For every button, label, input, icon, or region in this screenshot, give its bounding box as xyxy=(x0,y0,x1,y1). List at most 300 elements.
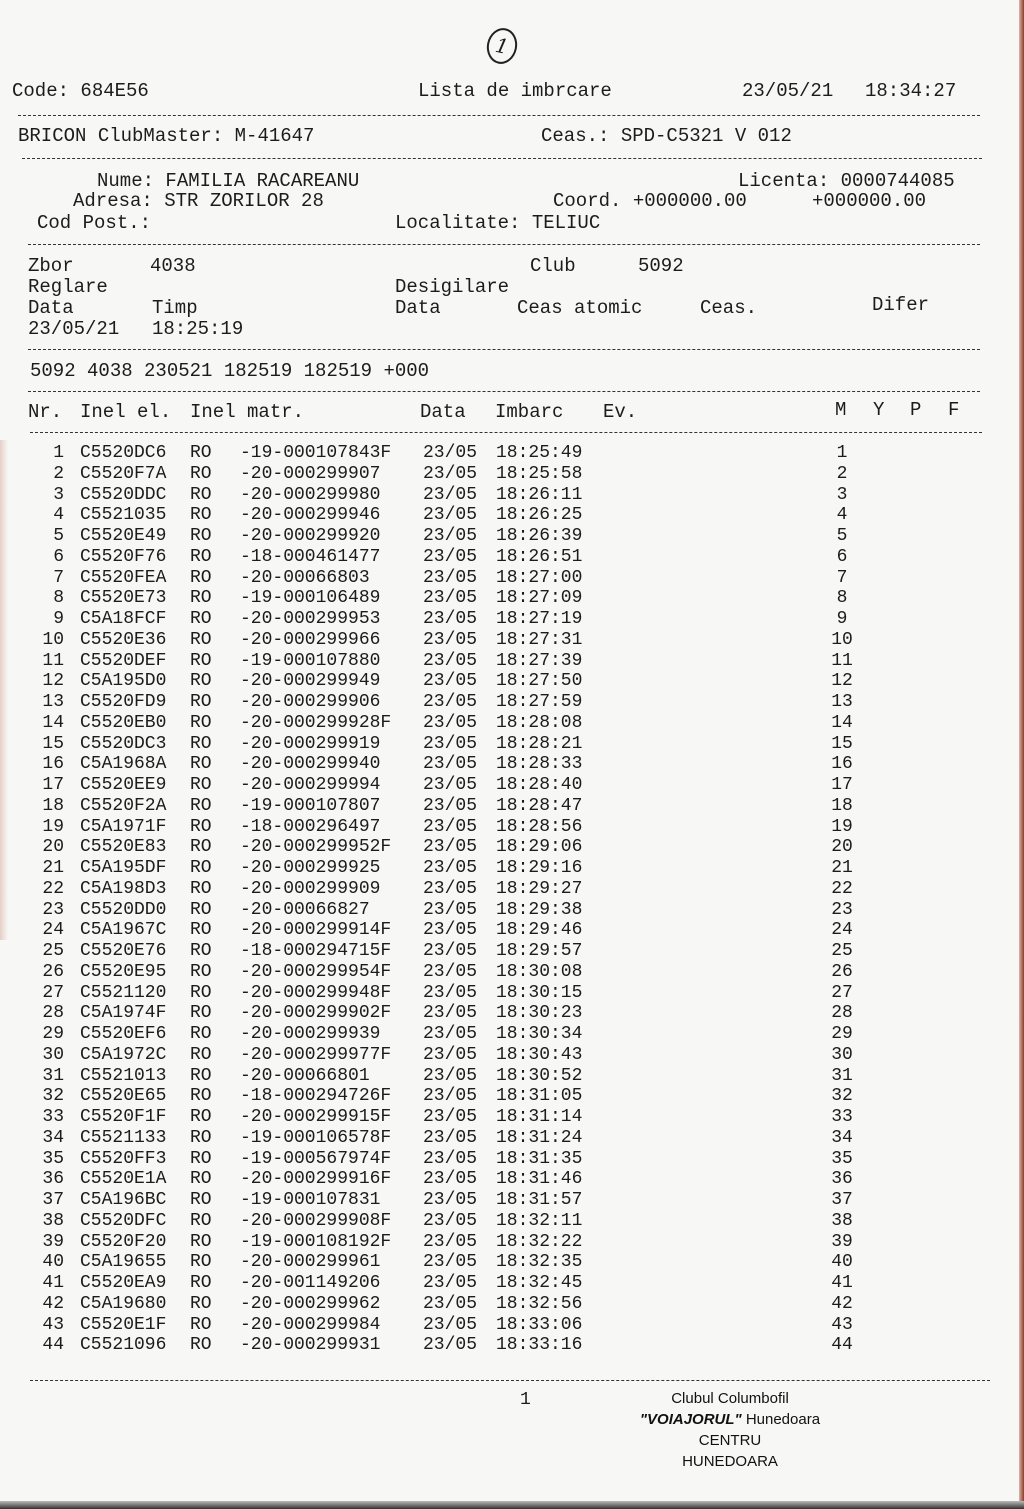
row-m: 9 xyxy=(836,609,848,629)
row-ring-electronic: C5520E73 xyxy=(80,588,167,609)
table-row xyxy=(0,1003,900,1024)
row-date: 23/05 xyxy=(423,546,478,567)
table-row xyxy=(0,1024,900,1045)
row-m: 30 xyxy=(831,1044,853,1065)
row-basket-time: 18:30:52 xyxy=(496,1065,583,1086)
row-m: 32 xyxy=(831,1086,853,1107)
row-basket-time: 18:29:57 xyxy=(496,941,583,961)
row-basket-time: 18:26:11 xyxy=(496,484,583,505)
table-row xyxy=(0,837,900,858)
row-country: RO xyxy=(190,505,212,526)
row-basket-time: 18:29:38 xyxy=(496,899,583,920)
row-nr: 25 xyxy=(42,941,64,961)
row-ring-number: -20-00066803 xyxy=(240,567,370,588)
row-m: 22 xyxy=(831,878,853,899)
row-basket-time: 18:28:56 xyxy=(496,816,583,837)
row-basket-time: 18:29:06 xyxy=(496,837,583,858)
row-nr: 12 xyxy=(42,671,64,692)
row-basket-time: 18:32:56 xyxy=(496,1293,583,1314)
table-row xyxy=(0,464,900,485)
divider xyxy=(28,244,980,245)
document-title: Lista de imbrcare xyxy=(418,80,612,102)
row-ring-electronic: C5520F76 xyxy=(80,546,167,567)
page-bottom-shadow xyxy=(0,1501,1024,1509)
row-nr: 23 xyxy=(42,899,64,920)
row-nr: 13 xyxy=(42,692,64,712)
row-nr: 17 xyxy=(42,775,64,795)
row-ring-number: -19-000106578F xyxy=(240,1127,392,1148)
row-date: 23/05 xyxy=(423,463,478,484)
address: Adresa: STR ZORILOR 28 xyxy=(73,190,324,212)
row-ring-electronic: C5520E76 xyxy=(80,941,167,961)
row-ring-electronic: C5520F1F xyxy=(80,1107,167,1127)
row-nr: 21 xyxy=(42,858,64,878)
row-m: 41 xyxy=(831,1273,853,1293)
divider xyxy=(22,158,982,159)
row-ring-number: -20-000299925 xyxy=(240,858,381,878)
row-basket-time: 18:26:25 xyxy=(496,505,583,526)
locality: Localitate: TELIUC xyxy=(395,212,601,234)
row-ring-number: -18-000294726F xyxy=(240,1086,392,1107)
row-nr: 19 xyxy=(42,816,64,837)
row-ring-number: -20-000299966 xyxy=(240,629,381,650)
row-basket-time: 18:26:39 xyxy=(496,526,583,546)
row-m: 31 xyxy=(831,1065,853,1086)
row-m: 23 xyxy=(831,899,853,920)
row-basket-time: 18:27:31 xyxy=(496,629,583,650)
coordinates-2: +000000.00 xyxy=(812,190,927,212)
row-m: 27 xyxy=(831,982,853,1003)
row-m: 38 xyxy=(831,1210,853,1231)
row-ring-number: -20-000299902F xyxy=(240,1003,392,1024)
row-ring-electronic: C5520DEF xyxy=(80,650,167,671)
row-m: 26 xyxy=(831,961,853,982)
row-country: RO xyxy=(190,1086,212,1107)
row-m: 11 xyxy=(831,650,853,671)
coordinates: Coord. +000000.00 xyxy=(553,190,747,212)
row-ring-electronic: C5A195DF xyxy=(80,858,167,878)
table-row xyxy=(0,1066,900,1087)
row-basket-time: 18:32:45 xyxy=(496,1273,583,1293)
clock-label: Ceas. xyxy=(700,297,758,319)
table-row xyxy=(0,443,900,464)
row-ring-electronic: C5A195D0 xyxy=(80,671,167,692)
row-ring-number: -20-000299962 xyxy=(240,1293,381,1314)
row-country: RO xyxy=(190,588,212,609)
row-basket-time: 18:30:08 xyxy=(496,961,583,982)
row-country: RO xyxy=(190,484,212,505)
row-country: RO xyxy=(190,629,212,650)
row-basket-time: 18:28:08 xyxy=(496,712,583,733)
row-nr: 34 xyxy=(42,1127,64,1148)
divider xyxy=(30,1380,990,1381)
row-ring-number: -20-001149206 xyxy=(240,1273,381,1293)
row-nr: 18 xyxy=(42,795,64,816)
row-nr: 8 xyxy=(53,588,64,609)
table-row xyxy=(0,879,900,900)
stamp-line-2 xyxy=(600,1409,860,1430)
row-country: RO xyxy=(190,1127,212,1148)
col-f: F xyxy=(948,399,960,421)
row-date: 23/05 xyxy=(423,1024,478,1044)
row-country: RO xyxy=(190,1210,212,1231)
row-country: RO xyxy=(190,526,212,546)
license: Licenta: 0000744085 xyxy=(738,170,955,192)
time-label: Timp xyxy=(152,297,198,319)
row-m: 12 xyxy=(831,671,853,692)
row-basket-time: 18:30:23 xyxy=(496,1003,583,1024)
row-ring-number: -20-000299907 xyxy=(240,463,381,484)
row-m: 33 xyxy=(831,1107,853,1127)
row-ring-electronic: C5520E83 xyxy=(80,837,167,858)
row-ring-electronic: C5520EF6 xyxy=(80,1024,167,1044)
unseal-date-label: Data xyxy=(395,297,441,319)
table-row xyxy=(0,1086,900,1107)
row-m: 6 xyxy=(836,546,848,567)
row-nr: 44 xyxy=(42,1335,64,1356)
row-basket-time: 18:29:46 xyxy=(496,920,583,941)
handwritten-page-number: 1 xyxy=(484,25,521,66)
row-ring-electronic: C5A19655 xyxy=(80,1252,167,1273)
postal-code: Cod Post.: xyxy=(37,212,152,234)
row-country: RO xyxy=(190,858,212,878)
row-basket-time: 18:25:49 xyxy=(496,443,583,463)
table-row xyxy=(0,526,900,547)
row-basket-time: 18:27:19 xyxy=(496,609,583,629)
row-ring-number: -19-000106489 xyxy=(240,588,381,609)
row-nr: 20 xyxy=(42,837,64,858)
table-row xyxy=(0,505,900,526)
row-ring-number: -20-000299940 xyxy=(240,754,381,775)
clubmaster: BRICON ClubMaster: M-41647 xyxy=(18,125,315,147)
row-nr: 36 xyxy=(42,1169,64,1190)
row-ring-number: -20-000299939 xyxy=(240,1024,381,1044)
row-country: RO xyxy=(190,1335,212,1356)
row-m: 42 xyxy=(831,1293,853,1314)
col-inel-matr: Inel matr. xyxy=(190,401,305,423)
row-country: RO xyxy=(190,754,212,775)
row-date: 23/05 xyxy=(423,1335,478,1356)
row-country: RO xyxy=(190,1190,212,1210)
row-date: 23/05 xyxy=(423,1127,478,1148)
row-basket-time: 18:30:43 xyxy=(496,1044,583,1065)
row-ring-electronic: C5521013 xyxy=(80,1065,167,1086)
row-ring-electronic: C5520FF3 xyxy=(80,1148,167,1169)
row-basket-time: 18:31:46 xyxy=(496,1169,583,1190)
row-ring-number: -20-000299948F xyxy=(240,982,392,1003)
row-date: 23/05 xyxy=(423,982,478,1003)
row-basket-time: 18:29:16 xyxy=(496,858,583,878)
row-nr: 16 xyxy=(42,754,64,775)
row-date: 23/05 xyxy=(423,1273,478,1293)
row-country: RO xyxy=(190,1044,212,1065)
row-ring-number: -20-000299928F xyxy=(240,712,392,733)
club-number: 5092 xyxy=(638,255,684,277)
row-ring-electronic: C5520DDC xyxy=(80,484,167,505)
row-basket-time: 18:31:05 xyxy=(496,1086,583,1107)
row-ring-electronic: C5520E36 xyxy=(80,629,167,650)
row-date: 23/05 xyxy=(423,920,478,941)
row-country: RO xyxy=(190,1148,212,1169)
row-country: RO xyxy=(190,837,212,858)
row-m: 43 xyxy=(831,1314,853,1335)
clock-id: Ceas.: SPD-C5321 V 012 xyxy=(541,125,792,147)
table-row xyxy=(0,485,900,506)
stamp-club-name: "VOIAJORUL" xyxy=(639,1411,742,1428)
row-basket-time: 18:28:40 xyxy=(496,775,583,795)
divider xyxy=(28,391,980,392)
row-basket-time: 18:27:50 xyxy=(496,671,583,692)
row-ring-electronic: C5520DC6 xyxy=(80,443,167,463)
row-date: 23/05 xyxy=(423,1148,478,1169)
setting-date: 23/05/21 xyxy=(28,318,120,340)
row-nr: 6 xyxy=(53,546,64,567)
row-ring-number: -20-000299984 xyxy=(240,1314,381,1335)
row-country: RO xyxy=(190,961,212,982)
row-basket-time: 18:31:24 xyxy=(496,1127,583,1148)
row-m: 24 xyxy=(831,920,853,941)
owner-name: Nume: FAMILIA RACAREANU xyxy=(97,170,360,192)
code: Code: 684E56 xyxy=(12,80,149,102)
row-country: RO xyxy=(190,1293,212,1314)
row-ring-electronic: C5520DD0 xyxy=(80,899,167,920)
row-country: RO xyxy=(190,609,212,629)
row-ring-number: -19-000567974F xyxy=(240,1148,392,1169)
table-row xyxy=(0,1190,900,1211)
row-m: 18 xyxy=(831,795,853,816)
table-row xyxy=(0,920,900,941)
row-ring-number: -20-000299952F xyxy=(240,837,392,858)
row-date: 23/05 xyxy=(423,1065,478,1086)
row-country: RO xyxy=(190,816,212,837)
divider xyxy=(18,115,980,116)
row-ring-number: -20-000299980 xyxy=(240,484,381,505)
row-nr: 41 xyxy=(42,1273,64,1293)
row-basket-time: 18:27:59 xyxy=(496,692,583,712)
row-date: 23/05 xyxy=(423,795,478,816)
row-date: 23/05 xyxy=(423,505,478,526)
row-country: RO xyxy=(190,1065,212,1086)
row-date: 23/05 xyxy=(423,1210,478,1231)
col-ev: Ev. xyxy=(603,401,638,423)
row-basket-time: 18:31:14 xyxy=(496,1107,583,1127)
club-label: Club xyxy=(530,255,576,277)
row-nr: 43 xyxy=(42,1314,64,1335)
row-date: 23/05 xyxy=(423,1314,478,1335)
atomic-clock-label: Ceas atomic xyxy=(517,297,643,319)
row-ring-electronic: C5520FD9 xyxy=(80,692,167,712)
row-ring-number: -20-000299920 xyxy=(240,526,381,546)
row-ring-electronic: C5520F20 xyxy=(80,1231,167,1252)
setting-time: 18:25:19 xyxy=(152,318,244,340)
row-ring-electronic: C5A1971F xyxy=(80,816,167,837)
row-date: 23/05 xyxy=(423,567,478,588)
row-ring-number: -19-000107880 xyxy=(240,650,381,671)
row-m: 21 xyxy=(831,858,853,878)
row-nr: 15 xyxy=(42,733,64,754)
row-m: 16 xyxy=(831,754,853,775)
row-ring-electronic: C5A1972C xyxy=(80,1044,167,1065)
table-row xyxy=(0,1232,900,1253)
table-row xyxy=(0,630,900,651)
row-nr: 27 xyxy=(42,982,64,1003)
row-date: 23/05 xyxy=(423,1190,478,1210)
table-row xyxy=(0,775,900,796)
row-date: 23/05 xyxy=(423,650,478,671)
row-ring-electronic: C5520F2A xyxy=(80,795,167,816)
row-ring-electronic: C5520EE9 xyxy=(80,775,167,795)
table-row xyxy=(0,1252,900,1273)
row-ring-number: -20-000299931 xyxy=(240,1335,381,1356)
table-row xyxy=(0,609,900,630)
row-ring-number: -20-00066801 xyxy=(240,1065,370,1086)
row-country: RO xyxy=(190,982,212,1003)
table-row xyxy=(0,1335,900,1356)
row-date: 23/05 xyxy=(423,1044,478,1065)
row-basket-time: 18:30:34 xyxy=(496,1024,583,1044)
row-nr: 37 xyxy=(42,1190,64,1210)
row-date: 23/05 xyxy=(423,961,478,982)
row-country: RO xyxy=(190,899,212,920)
row-ring-electronic: C5520F7A xyxy=(80,463,167,484)
row-nr: 38 xyxy=(42,1210,64,1231)
table-row xyxy=(0,1045,900,1066)
row-basket-time: 18:32:11 xyxy=(496,1210,583,1231)
row-ring-number: -18-000294715F xyxy=(240,941,392,961)
stamp-line-1: Clubul Columbofil xyxy=(671,1390,789,1407)
row-ring-number: -20-00066827 xyxy=(240,899,370,920)
row-ring-electronic: C5521133 xyxy=(80,1127,167,1148)
date-label: Data xyxy=(28,297,74,319)
row-ring-electronic: C5520E65 xyxy=(80,1086,167,1107)
row-ring-electronic: C5A196BC xyxy=(80,1190,167,1210)
table-row xyxy=(0,941,900,962)
row-basket-time: 18:27:39 xyxy=(496,650,583,671)
table-row xyxy=(0,692,900,713)
row-date: 23/05 xyxy=(423,526,478,546)
row-ring-number: -20-000299914F xyxy=(240,920,392,941)
page-edge-shadow xyxy=(1019,0,1024,1509)
row-basket-time: 18:29:27 xyxy=(496,878,583,899)
row-date: 23/05 xyxy=(423,1293,478,1314)
row-basket-time: 18:30:15 xyxy=(496,982,583,1003)
row-nr: 33 xyxy=(42,1107,64,1127)
row-ring-number: -18-000296497 xyxy=(240,816,381,837)
col-imbarc: Imbarc xyxy=(495,401,564,423)
row-m: 25 xyxy=(831,941,853,961)
row-ring-number: -20-000299946 xyxy=(240,505,381,526)
row-ring-electronic: C5521096 xyxy=(80,1335,167,1356)
row-nr: 3 xyxy=(53,484,64,505)
row-country: RO xyxy=(190,1107,212,1127)
row-country: RO xyxy=(190,1314,212,1335)
row-m: 2 xyxy=(836,463,848,484)
row-m: 37 xyxy=(831,1190,853,1210)
row-m: 17 xyxy=(831,775,853,795)
row-m: 13 xyxy=(831,692,853,712)
unsealing-label: Desigilare xyxy=(395,276,510,298)
table-row xyxy=(0,713,900,734)
row-date: 23/05 xyxy=(423,816,478,837)
row-nr: 14 xyxy=(42,712,64,733)
table-row xyxy=(0,1128,900,1149)
row-date: 23/05 xyxy=(423,941,478,961)
divider xyxy=(28,349,980,350)
table-row xyxy=(0,671,900,692)
table-row xyxy=(0,858,900,879)
row-ring-electronic: C5520E49 xyxy=(80,526,167,546)
row-date: 23/05 xyxy=(423,775,478,795)
stamp-line-4: HUNEDOARA xyxy=(682,1453,778,1470)
row-m: 35 xyxy=(831,1148,853,1169)
row-ring-electronic: C5A198D3 xyxy=(80,878,167,899)
row-basket-time: 18:27:00 xyxy=(496,567,583,588)
table-row xyxy=(0,900,900,921)
table-row xyxy=(0,588,900,609)
row-date: 23/05 xyxy=(423,629,478,650)
row-ring-electronic: C5A1974F xyxy=(80,1003,167,1024)
row-nr: 32 xyxy=(42,1086,64,1107)
row-nr: 28 xyxy=(42,1003,64,1024)
row-country: RO xyxy=(190,546,212,567)
row-m: 4 xyxy=(836,505,848,526)
table-row xyxy=(0,651,900,672)
stamp-city: Hunedoara xyxy=(741,1411,821,1428)
row-ring-number: -20-000299906 xyxy=(240,692,381,712)
row-ring-number: -20-000299994 xyxy=(240,775,381,795)
row-country: RO xyxy=(190,1231,212,1252)
row-m: 34 xyxy=(831,1127,853,1148)
row-date: 23/05 xyxy=(423,609,478,629)
row-m: 19 xyxy=(831,816,853,837)
row-nr: 35 xyxy=(42,1148,64,1169)
row-nr: 2 xyxy=(53,463,64,484)
table-row xyxy=(0,1294,900,1315)
row-m: 36 xyxy=(831,1169,853,1190)
row-nr: 9 xyxy=(53,609,64,629)
row-ring-electronic: C5A19680 xyxy=(80,1293,167,1314)
row-nr: 40 xyxy=(42,1252,64,1273)
row-nr: 39 xyxy=(42,1231,64,1252)
row-ring-number: -19-000107807 xyxy=(240,795,381,816)
row-m: 10 xyxy=(831,629,853,650)
row-date: 23/05 xyxy=(423,1252,478,1273)
row-basket-time: 18:26:51 xyxy=(496,546,583,567)
row-ring-number: -20-000299954F xyxy=(240,961,392,982)
row-ring-electronic: C5521120 xyxy=(80,982,167,1003)
col-y: Y xyxy=(873,399,885,421)
row-basket-time: 18:28:47 xyxy=(496,795,583,816)
row-date: 23/05 xyxy=(423,692,478,712)
row-m: 7 xyxy=(836,567,848,588)
row-nr: 5 xyxy=(53,526,64,546)
row-basket-time: 18:32:35 xyxy=(496,1252,583,1273)
row-nr: 4 xyxy=(53,505,64,526)
row-m: 14 xyxy=(831,712,853,733)
flight-number: 4038 xyxy=(150,255,196,277)
row-ring-electronic: C5521035 xyxy=(80,505,167,526)
row-country: RO xyxy=(190,692,212,712)
row-ring-number: -19-000107843F xyxy=(240,443,392,463)
table-row xyxy=(0,1169,900,1190)
col-p: P xyxy=(910,399,922,421)
row-country: RO xyxy=(190,941,212,961)
row-m: 20 xyxy=(831,837,853,858)
row-basket-time: 18:28:33 xyxy=(496,754,583,775)
row-m: 44 xyxy=(831,1335,853,1356)
row-ring-electronic: C5520EB0 xyxy=(80,712,167,733)
row-date: 23/05 xyxy=(423,712,478,733)
